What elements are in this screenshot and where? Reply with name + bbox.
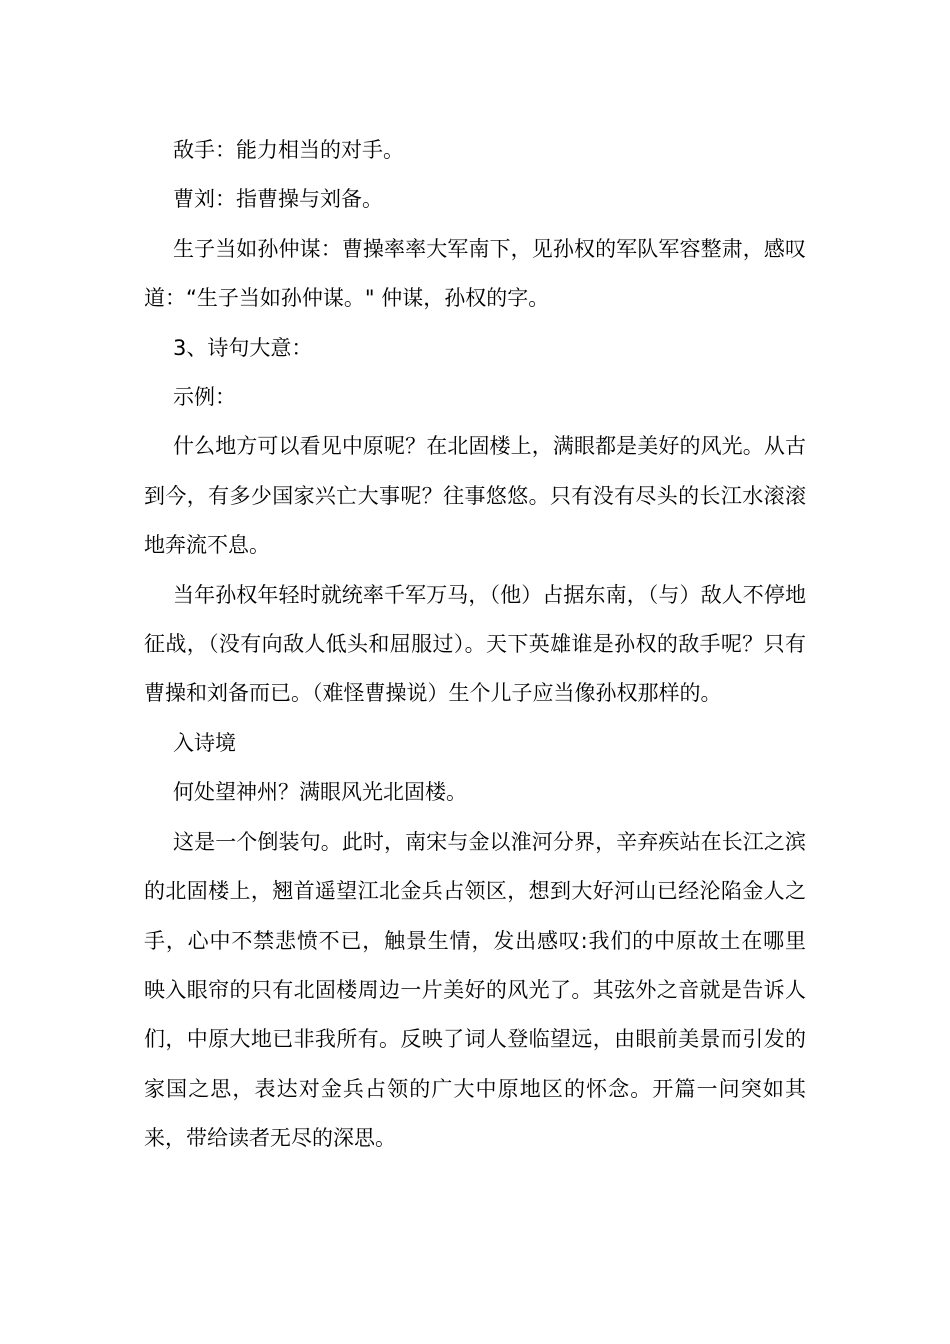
meaning-paragraph-2: 当年孙权年轻时就统率千军万马，（他）占据东南，（与）敌人不停地征战，（没有向敌人低头和屈服过）。天下英雄谁是孙权的敌手呢？只有曹操和刘备而已。（难怪曹操说）生个儿子应当像孙权那样的。	[144, 582, 806, 706]
example-label: 示例：	[173, 385, 236, 410]
definition-caoliu: 曹刘：指曹操与刘备。	[173, 187, 383, 212]
definition-shengzi: 生子当如孙仲谋：曹操率率大军南下，见孙权的军队军容整肃，感叹道：“生子当如孙仲谋。" 仲谋，孙权的字。	[144, 236, 806, 311]
meaning-paragraph-1: 什么地方可以看见中原呢？在北固楼上，满眼都是美好的风光。从古到今，有多少国家兴亡大事呢？往事悠悠。只有没有尽头的长江水滚滚地奔流不息。	[144, 434, 806, 558]
section-heading-poetic-context: 入诗境	[173, 730, 236, 755]
section-heading-meaning: 3、诗句大意：	[173, 335, 313, 360]
definition-dishou: 敌手：能力相当的对手。	[173, 138, 404, 162]
analysis-paragraph: 这是一个倒装句。此时，南宋与金以淮河分界，辛弃疾站在长江之滨的北固楼上，翘首遥望江北金兵占领区，想到大好河山已经沦陷金人之手，心中不禁悲愤不已，触景生情，发出感叹:我们的中原故土在哪里 映入眼帘的只有北固楼周边一片美好的风光了。其弦外之音就是告诉人们，中原大地已非我所有。反映了词人登临望远，由眼前美景而引发的家国之思，表达对金兵占领的广大中原地区的怀念。开篇一问突如其来，带给读者无尽的深思。	[144, 829, 806, 1151]
document-body	[144, 126, 806, 1164]
poem-line: 何处望神州？满眼风光北固楼。	[173, 780, 467, 805]
